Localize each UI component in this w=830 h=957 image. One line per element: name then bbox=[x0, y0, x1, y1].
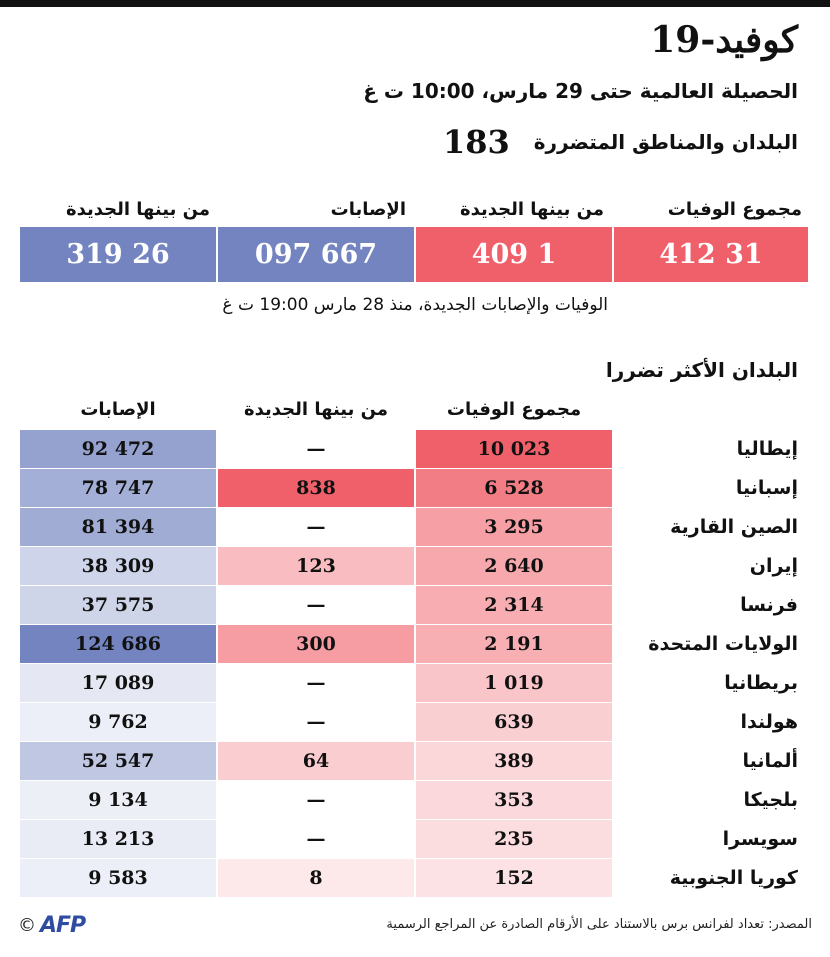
new-deaths-cell: 64 bbox=[218, 742, 414, 780]
table-row bbox=[0, 625, 830, 664]
country-name: الصين القارية bbox=[670, 516, 798, 538]
section-title: البلدان الأكثر تضررا bbox=[605, 358, 798, 382]
table-row bbox=[0, 742, 830, 781]
cases-cell: 9 134 bbox=[20, 781, 216, 819]
new-deaths-cell: — bbox=[218, 430, 414, 468]
country-name: إسبانيا bbox=[735, 477, 798, 499]
cases-cell: 9 583 bbox=[20, 859, 216, 897]
summary-total-deaths: 31 412 bbox=[614, 227, 808, 282]
table-row bbox=[0, 586, 830, 625]
table-row bbox=[0, 820, 830, 859]
new-deaths-cell: 300 bbox=[218, 625, 414, 663]
country-name: كوريا الجنوبية bbox=[669, 867, 798, 889]
column-header-cases: الإصابات bbox=[80, 399, 156, 420]
column-header-deaths: مجموع الوفيات bbox=[446, 399, 582, 420]
deaths-cell: 389 bbox=[416, 742, 612, 780]
cases-cell: 92 472 bbox=[20, 430, 216, 468]
deaths-cell: 1 019 bbox=[416, 664, 612, 702]
summary-header-new-cases: من بينها الجديدة bbox=[65, 199, 210, 220]
cases-cell: 9 762 bbox=[20, 703, 216, 741]
deaths-cell: 639 bbox=[416, 703, 612, 741]
affected-countries-line bbox=[443, 122, 798, 162]
deaths-cell: 353 bbox=[416, 781, 612, 819]
countries-table bbox=[0, 430, 830, 898]
summary-header-cases: الإصابات bbox=[330, 199, 406, 220]
country-name: بلجيكا bbox=[743, 789, 798, 811]
page-title: كوفيد-19 bbox=[650, 19, 798, 61]
new-deaths-cell: — bbox=[218, 781, 414, 819]
summary-total-cases: 667 097 bbox=[218, 227, 414, 282]
country-name: هولندا bbox=[740, 711, 798, 733]
country-name: الولايات المتحدة bbox=[648, 633, 798, 655]
deaths-cell: 2 191 bbox=[416, 625, 612, 663]
cases-cell: 52 547 bbox=[20, 742, 216, 780]
deaths-cell: 10 023 bbox=[416, 430, 612, 468]
deaths-cell: 3 295 bbox=[416, 508, 612, 546]
deaths-cell: 2 314 bbox=[416, 586, 612, 624]
subtitle: الحصيلة العالمية حتى 29 مارس، 10:00 ت غ bbox=[363, 79, 798, 103]
source-note: المصدر: تعداد لفرانس برس بالاستناد على الأرقام الصادرة عن المراجع الرسمية bbox=[386, 917, 812, 932]
new-deaths-cell: — bbox=[218, 586, 414, 624]
summary-new-deaths: 1 409 bbox=[416, 227, 612, 282]
new-deaths-cell: 8 bbox=[218, 859, 414, 897]
new-deaths-cell: 838 bbox=[218, 469, 414, 507]
cases-cell: 78 747 bbox=[20, 469, 216, 507]
cases-cell: 38 309 bbox=[20, 547, 216, 585]
table-row bbox=[0, 469, 830, 508]
cases-cell: 17 089 bbox=[20, 664, 216, 702]
summary-header-deaths: مجموع الوفيات bbox=[667, 199, 802, 220]
summary-header-new-deaths: من بينها الجديدة bbox=[459, 199, 604, 220]
cases-cell: 81 394 bbox=[20, 508, 216, 546]
afp-logo-text: AFP bbox=[40, 912, 86, 938]
table-row bbox=[0, 859, 830, 898]
country-name: ألمانيا bbox=[742, 750, 798, 772]
deaths-cell: 6 528 bbox=[416, 469, 612, 507]
affected-countries-count: 183 bbox=[442, 123, 510, 161]
cases-cell: 13 213 bbox=[20, 820, 216, 858]
new-deaths-cell: — bbox=[218, 703, 414, 741]
country-name: فرنسا bbox=[740, 594, 798, 616]
table-row bbox=[0, 781, 830, 820]
top-bar bbox=[0, 0, 830, 7]
deaths-cell: 235 bbox=[416, 820, 612, 858]
country-name: إيران bbox=[749, 555, 798, 577]
new-deaths-cell: — bbox=[218, 820, 414, 858]
country-name: سويسرا bbox=[722, 828, 798, 850]
table-row bbox=[0, 508, 830, 547]
copyright-icon: © bbox=[18, 914, 36, 936]
affected-countries-label: البلدان والمناطق المتضررة bbox=[533, 130, 798, 154]
summary-new-cases: 26 319 bbox=[20, 227, 216, 282]
table-row bbox=[0, 703, 830, 742]
cases-cell: 124 686 bbox=[20, 625, 216, 663]
country-name: إيطاليا bbox=[736, 438, 798, 460]
new-deaths-cell: 123 bbox=[218, 547, 414, 585]
country-name: بريطانيا bbox=[724, 672, 798, 694]
table-row bbox=[0, 664, 830, 703]
new-deaths-cell: — bbox=[218, 664, 414, 702]
deaths-cell: 2 640 bbox=[416, 547, 612, 585]
column-header-new-deaths: من بينها الجديدة bbox=[243, 399, 389, 420]
table-row bbox=[0, 547, 830, 586]
new-deaths-cell: — bbox=[218, 508, 414, 546]
afp-logo bbox=[18, 910, 85, 940]
deaths-cell: 152 bbox=[416, 859, 612, 897]
table-row bbox=[0, 430, 830, 469]
summary-note: الوفيات والإصابات الجديدة، منذ 28 مارس 19:00 ت غ bbox=[222, 295, 608, 315]
cases-cell: 37 575 bbox=[20, 586, 216, 624]
